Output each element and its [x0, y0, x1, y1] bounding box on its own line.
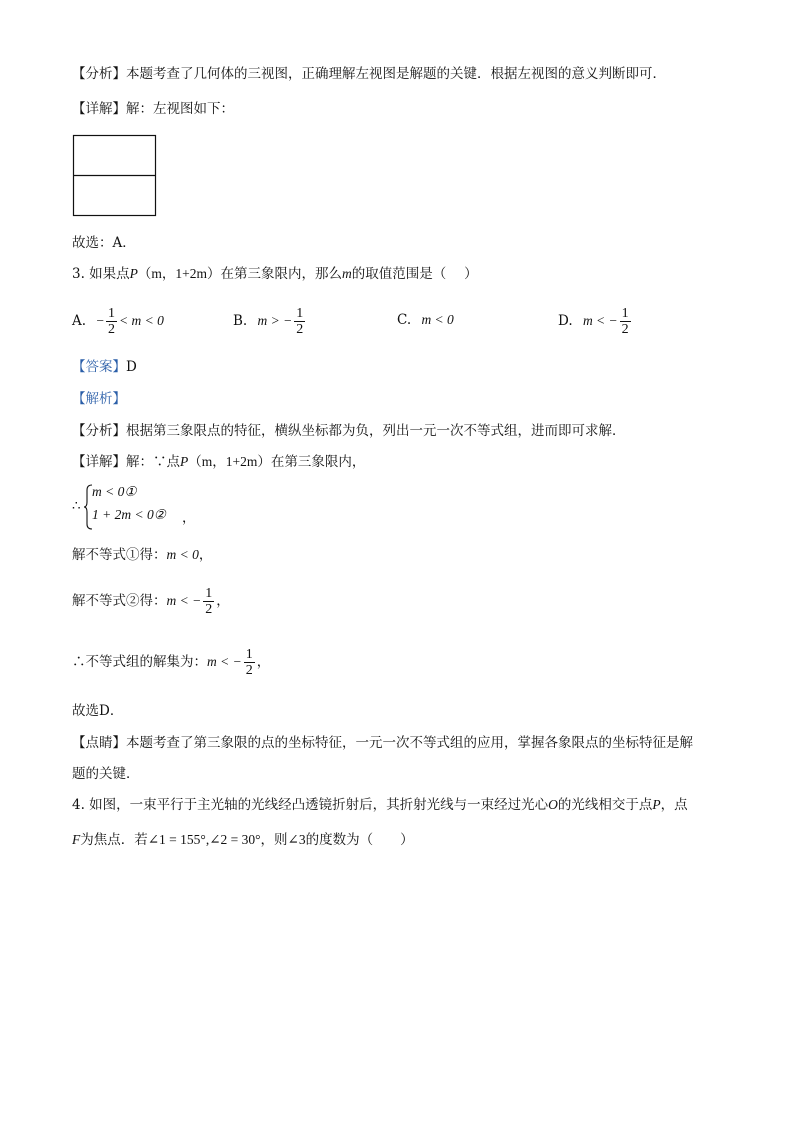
q4-O: O — [548, 797, 558, 812]
dianjing-line-2: 题的关键． — [72, 766, 140, 782]
fenxi-text: 根据第三象限点的特征，横纵坐标都为负，列出一元一次不等式组，进而即可求解． — [126, 423, 626, 439]
option-a-sign: − — [96, 313, 104, 328]
question-4-line-1 — [72, 795, 688, 815]
dianjing-line — [72, 733, 693, 753]
solve-line-2 — [72, 584, 230, 618]
fenxi-tag: 【分析】 — [72, 423, 126, 439]
q4-text-1b: 的光线相交于点 — [557, 797, 653, 813]
fenxi-line — [72, 421, 626, 441]
solve3-post: ， — [256, 654, 271, 670]
option-a-label: A. — [72, 313, 87, 329]
option-c-expr: m < 0 — [421, 312, 454, 327]
xiangjie-point: P — [180, 454, 189, 469]
q3-post: 的取值范围是（ ） — [351, 266, 478, 282]
system-row-2: 1 + 2m < 0② — [92, 507, 166, 522]
q3-mid: 在第三象限内，那么 — [220, 266, 343, 282]
solve3-lhs: m < − — [207, 654, 242, 669]
solve3-den: 2 — [245, 663, 253, 678]
q4-text-2a: 为焦点．若 — [80, 832, 148, 848]
solve1-pre: 解不等式①得： — [72, 547, 167, 563]
dianjing-tag: 【点睛】 — [72, 735, 126, 751]
system-trail: ， — [182, 510, 196, 526]
q4-text-1c: ，点 — [660, 797, 688, 813]
option-d-label: D. — [558, 313, 573, 329]
option-c — [397, 312, 454, 328]
option-d-fraction — [620, 306, 631, 337]
detail-line — [72, 99, 234, 119]
q3-var: m — [342, 266, 352, 281]
xiangjie-post: 在第三象限内， — [270, 454, 366, 470]
q4-text-1: 4. 如图，一束平行于主光轴的光线经凸透镜折射后，其折射光线与一束经过光心 — [72, 797, 549, 813]
solve2-den: 2 — [205, 602, 213, 617]
option-b-label: B. — [233, 313, 248, 329]
option-d-lhs: m < − — [582, 313, 618, 328]
solve2-pre: 解不等式②得： — [72, 593, 167, 609]
solve1-post: ， — [198, 547, 213, 563]
answer-text: D — [126, 359, 137, 375]
system-row-1: m < 0① — [92, 484, 137, 499]
option-b-lhs: m > − — [257, 313, 293, 328]
detail-text: 解：左视图如下： — [126, 101, 234, 117]
xiangjie-pre: 解：∵点 — [126, 454, 180, 470]
analysis-tag: 【分析】 — [72, 66, 126, 82]
solve3-pre: ∴不等式组的解集为： — [72, 654, 207, 670]
left-view-figure — [72, 134, 158, 218]
solve2-num: 1 — [205, 586, 213, 601]
dianjing-text: 本题考查了第三象限的点的坐标特征，一元一次不等式组的应用，掌握各象限点的坐标特征是解 — [126, 735, 693, 751]
analysis-text: 本题考查了几何体的三视图，正确理解左视图是解题的关键．根据左视图的意义判断即可． — [126, 66, 666, 82]
choose-line: 故选D． — [72, 703, 124, 719]
option-a-rhs: < m < 0 — [118, 313, 164, 328]
question-4-line-2 — [72, 830, 414, 850]
xiangjie-tag: 【详解】 — [72, 454, 126, 470]
solve2-post: ， — [216, 593, 230, 609]
option-d — [558, 306, 633, 337]
xiangjie-coords: （m，1+2m） — [188, 454, 271, 469]
option-d-den: 2 — [621, 322, 629, 337]
question-3 — [72, 264, 478, 284]
q4-angle3: ∠3 — [287, 832, 306, 847]
q4-text-2b: ，则 — [260, 832, 288, 848]
q3-coords: （m，1+2m） — [137, 266, 221, 281]
solve3-fraction — [244, 647, 255, 678]
xiangjie-line — [72, 452, 365, 472]
solve1-expr: m < 0 — [166, 547, 199, 562]
option-b-num: 1 — [296, 306, 304, 321]
q3-point: P — [129, 266, 138, 281]
solve2-fraction — [203, 586, 214, 617]
answer-line — [72, 357, 137, 377]
option-d-num: 1 — [621, 306, 629, 321]
answer-tag: 【答案】 — [72, 359, 126, 375]
therefore-symbol: ∴ — [72, 498, 81, 514]
option-b-fraction — [294, 306, 305, 337]
solve-line-1 — [72, 545, 212, 565]
option-c-label: C. — [397, 312, 412, 328]
q4-F: F — [72, 832, 81, 847]
option-b — [233, 306, 307, 337]
q3-pre: 如果点 — [89, 266, 130, 282]
option-b-den: 2 — [296, 322, 304, 337]
solve2-lhs: m < − — [166, 593, 202, 608]
analysis-line — [72, 64, 666, 84]
q4-text-2c: 的度数为（ ） — [305, 832, 414, 848]
inequality-system — [72, 484, 232, 530]
option-a-fraction — [106, 306, 117, 337]
option-a-den: 2 — [107, 322, 115, 337]
q3-number: 3. — [72, 266, 90, 282]
choice-line: 故选：A． — [72, 235, 136, 251]
solve3-num: 1 — [245, 647, 253, 662]
solution-tag: 【解析】 — [72, 391, 126, 407]
q4-angles: ∠1 = 155°,∠2 = 30° — [147, 832, 261, 847]
option-a-num: 1 — [107, 306, 115, 321]
detail-tag: 【详解】 — [72, 101, 126, 117]
q4-P: P — [652, 797, 661, 812]
option-a — [72, 306, 164, 337]
solve-line-3 — [72, 645, 270, 679]
